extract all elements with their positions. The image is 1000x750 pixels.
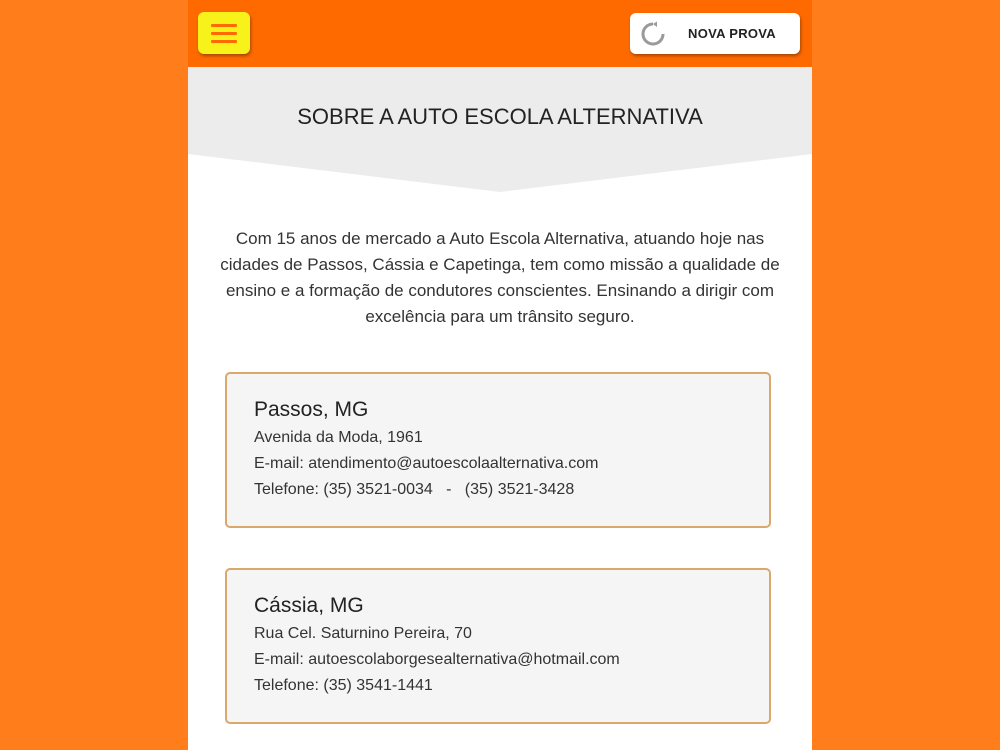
location-email: E-mail: atendimento@autoescolaalternativa.com [254,455,599,472]
app-screen [188,0,812,750]
location-city: Cássia, MG [254,594,364,617]
top-bar [188,0,812,67]
menu-button[interactable] [198,12,250,54]
new-exam-label: NOVA PROVA [688,26,776,41]
new-exam-button[interactable] [630,13,800,54]
hamburger-menu-icon [211,40,237,43]
hamburger-menu-icon [211,24,237,27]
page-title: SOBRE A AUTO ESCOLA ALTERNATIVA [297,104,703,129]
about-text: Com 15 anos de mercado a Auto Escola Alternativa, atuando hoje nas cidades de Passos, Cássia e Capetinga, tem como missão a qualidade de ensino e a formação de condutores conscientes. Ensinando a dirigir com excelência para um trânsito seguro. [220,229,780,326]
location-card-cassia [225,568,771,724]
hamburger-menu-icon [211,32,237,35]
location-phone: Telefone: (35) 3541-1441 [254,677,433,694]
location-address: Rua Cel. Saturnino Pereira, 70 [254,625,472,642]
location-phone: Telefone: (35) 3521-0034 - (35) 3521-3428 [254,481,575,498]
location-city: Passos, MG [254,398,369,421]
location-address: Avenida da Moda, 1961 [254,429,423,446]
refresh-icon [640,21,666,47]
location-card-passos [225,372,771,528]
location-email: E-mail: autoescolaborgesealternativa@hotmail.com [254,651,620,668]
